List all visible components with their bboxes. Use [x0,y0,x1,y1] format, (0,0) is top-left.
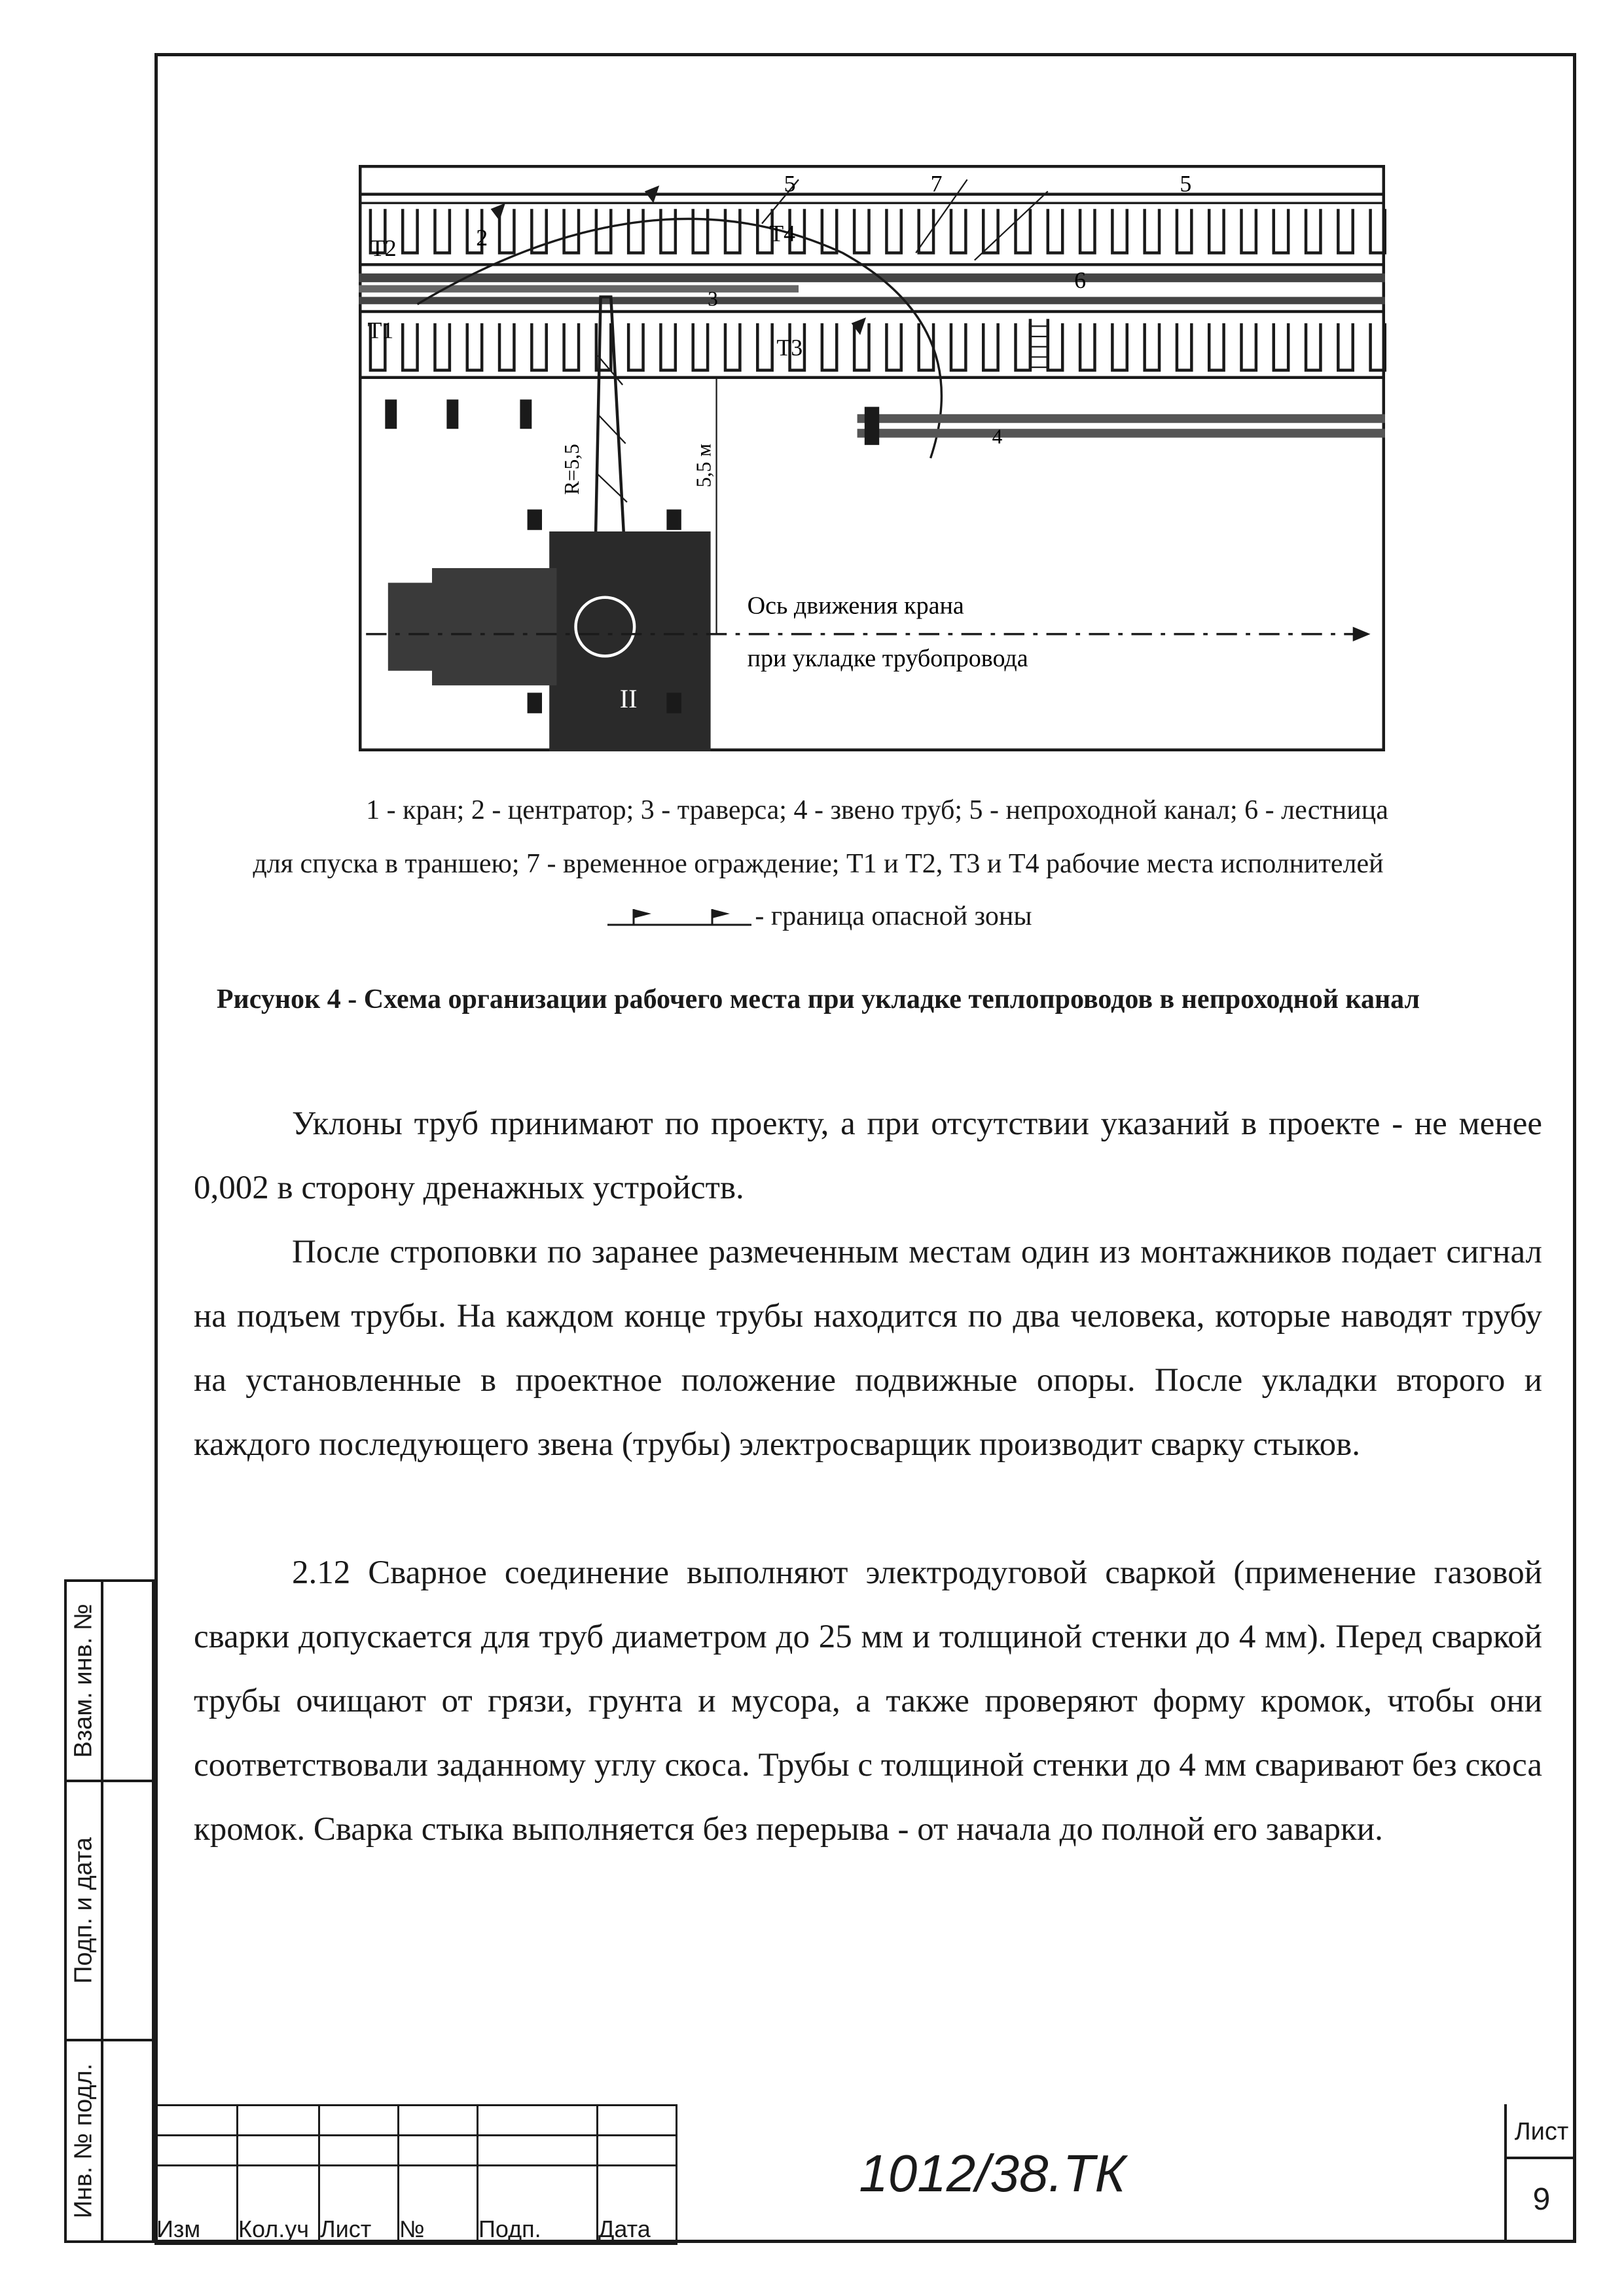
label-7: 7 [930,170,943,197]
side-field-sign-date [64,1780,154,2041]
legend-line-2: для спуска в траншею; 7 - временное ограждение; Т1 и Т2, Т3 и Т4 рабочие места исполнителей [253,849,1384,879]
label-radius: R=5,5 [560,444,583,495]
paragraph-2: После строповки по заранее размеченным местам один из монтажников подает сигнал на подъем трубы. На каждом конце трубы находится по два человека, которые наводят трубу на установленные в проектное положение подвижные опоры. После укладки второго и каждого последующего звена (трубы) электросварщик производит сварку стыков. [194,1234,1542,1463]
label-t4: T4 [769,220,796,247]
side-field-replace [64,1579,154,1782]
danger-zone-symbol [604,905,755,931]
header-kol-uch: Кол.уч [238,2166,319,2244]
label-t1: T1 [367,317,394,344]
sheet-box [1504,2104,1576,2243]
label-5a: 5 [784,170,796,197]
legend-line-3-text: - граница опасной зоны [755,901,1032,931]
side-label-inv-orig: Инв. № подл. [69,2063,98,2219]
label-t3: T3 [776,334,803,361]
label-crane-mark: II [619,683,638,713]
label-axis-1: Ось движения крана [747,592,964,620]
title-block [154,2104,1576,2243]
header-izm: Изм [156,2166,238,2244]
document-code: 1012/38.ТК [859,2144,1126,2202]
label-axis-2: при укладке трубопровода [747,645,1028,673]
sheet-number: 9 [1532,2182,1551,2217]
revision-table [154,2104,677,2245]
side-label-sign-date: Подп. и дата [69,1837,98,1984]
label-3: 3 [708,287,718,311]
label-6: 6 [1074,267,1087,294]
figure-schematic [357,165,1386,751]
paragraph-1: Уклоны труб принимают по проекту, а при отсутствии указаний в проекте - не менее 0,002 в сторону дренажных устройств. [194,1105,1542,1206]
label-5b: 5 [1180,170,1192,197]
legend-line-1: 1 - кран; 2 - центратор; 3 - траверса; 4 - звено труб; 5 - непроходной канал; 6 - лестница [366,795,1388,825]
label-4: 4 [992,425,1003,448]
side-field-inv-orig [64,2039,154,2243]
side-label-replace: Взам. инв. № [69,1604,98,1758]
figure-title: Рисунок 4 - Схема организации рабочего места при укладке теплопроводов в непроходной канал [216,984,1420,1014]
label-t2: T2 [370,234,397,261]
paragraph-3: 2.12 Сварное соединение выполняют электродуговой сваркой (применение газовой сварки допускается для труб диаметром до 25 мм и толщиной стенки до 4 мм). Перед сваркой трубы очищают от грязи, грунта и мусора, а также проверяют форму кромок, чтобы они соответствовали заданному углу скоса. Трубы с толщиной стенки до 4 мм сваривают без скоса кромок. Сварка стыка выполняется без перерыва - от начала до полной его заварки. [194,1554,1542,1848]
header-list: Лист [319,2166,399,2244]
label-distance: 5,5 м [692,443,715,488]
header-sign: Подп. [478,2166,598,2244]
label-2: 2 [476,224,488,251]
legend-line-3 [190,898,1447,935]
header-number: № [399,2166,478,2244]
sheet-label: Лист [1507,2104,1576,2159]
header-date: Дата [598,2166,677,2244]
